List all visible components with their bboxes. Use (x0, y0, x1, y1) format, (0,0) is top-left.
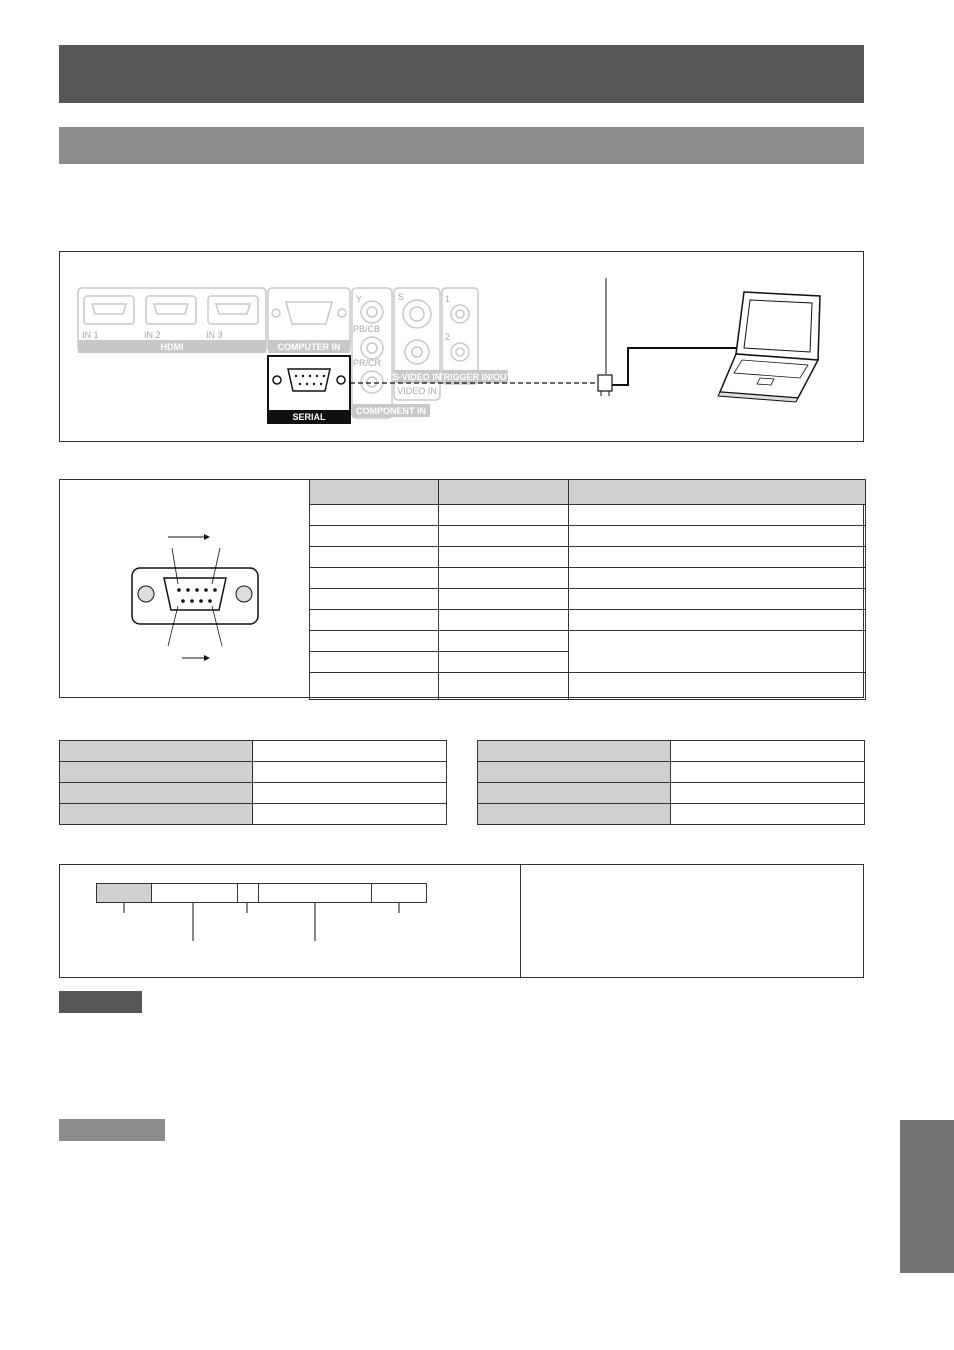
component-pb-label: PB/CB (353, 324, 381, 334)
hdmi-port-1 (84, 296, 134, 324)
connection-diagram (59, 251, 864, 442)
hdmi-panel (78, 288, 266, 353)
pin-assignment-table (309, 479, 866, 700)
table-row (478, 804, 865, 825)
section-subtitle-bar (59, 127, 864, 164)
video-in-label: VIDEO IN (397, 386, 437, 396)
connection-diagram-svg (60, 252, 863, 441)
dsub-9-connector (132, 568, 258, 624)
trigger-1-label: 1 (445, 294, 451, 304)
serial-label: SERIAL (292, 412, 326, 422)
table-row (478, 741, 865, 762)
hdmi-port-3 (208, 296, 258, 324)
svideo-s-label: S (398, 292, 405, 302)
attention-tag (59, 1119, 165, 1141)
hdmi-in-3-label: IN 3 (206, 330, 223, 340)
table-row (310, 610, 866, 631)
computer-in-port (268, 288, 350, 353)
component-pr-label: PR/CR (353, 358, 382, 368)
dsub-connector-figure (60, 480, 310, 697)
pin-table-header (310, 480, 866, 505)
hdmi-in-1-label: IN 1 (82, 330, 99, 340)
hdmi-logo: HDMI (160, 342, 184, 352)
table-row (60, 741, 447, 762)
hdmi-port-2 (146, 296, 196, 324)
page-title-bar (59, 45, 864, 103)
note-tag (59, 991, 142, 1013)
table-row (60, 762, 447, 783)
comm-conditions-table-left (59, 740, 447, 825)
table-row (478, 762, 865, 783)
table-row (60, 783, 447, 804)
table-row (478, 783, 865, 804)
table-row (310, 631, 866, 652)
table-row (310, 589, 866, 610)
table-row (310, 505, 866, 526)
side-chapter-tab (900, 1120, 954, 1273)
cable-connector (598, 375, 612, 396)
table-row (310, 568, 866, 589)
component-in-label: COMPONENT IN (355, 406, 427, 416)
format-box-divider (520, 865, 521, 977)
table-row (60, 804, 447, 825)
svideo-in-label: S-VIDEO IN (392, 372, 442, 382)
pc-cable (612, 348, 742, 385)
basic-format-box (59, 864, 864, 978)
table-row (310, 526, 866, 547)
trigger-panel (438, 288, 513, 384)
comm-conditions-table-right (477, 740, 865, 825)
table-row (310, 547, 866, 568)
format-leader-lines (60, 865, 460, 977)
hdmi-in-2-label: IN 2 (144, 330, 161, 340)
pin-assignment-box (59, 479, 864, 698)
component-y-label: Y (356, 294, 363, 304)
trigger-2-label: 2 (445, 332, 451, 342)
trigger-label: TRIGGER IN/OUT (438, 372, 512, 382)
serial-port (268, 356, 350, 423)
table-row (310, 673, 866, 700)
computer-in-label: COMPUTER IN (277, 342, 341, 352)
